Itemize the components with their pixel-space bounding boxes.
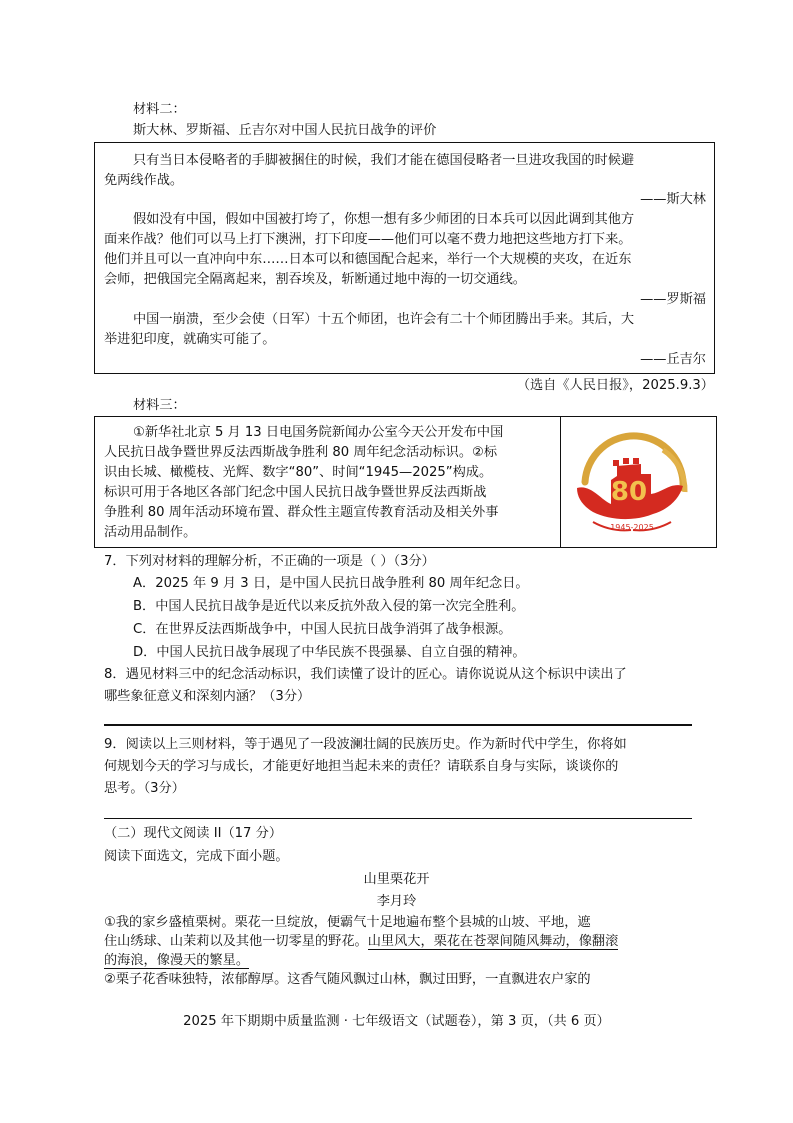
churchill-signature: ——丘吉尔 [640,352,706,367]
q7-option: D．中国人民抗日战争展现了中华民族不畏强暴、自立自强的精神。 [133,645,526,660]
paragraph-1-line [104,933,618,951]
churchill-line: 举进犯印度，就确实可能了。 [104,332,276,347]
q9-answer-line[interactable] [104,818,692,819]
paragraph-1-line: ①我的家乡盛植栗树。栗花一旦绽放，便霸气十足地遍布整个县城的山坡、平地，遮 [104,915,591,930]
material3-line: 活动用品制作。 [104,525,197,540]
underlined-sentence: 的海浪，像漫天的繁星。 [104,953,250,968]
paragraph-2-line: ②栗子花香味独特，浓郁醇厚。这香气随风飘过山林，飘过田野，一直飘进农户家的 [104,972,591,987]
q8-line: 哪些象征意义和深刻内涵？（3分） [104,689,311,704]
churchill-line: 中国一崩溃，至少会使（日军）十五个师团，也许会有二十个师团腾出手来。其后，大 [133,312,635,327]
material3-title: 材料三： [133,398,186,413]
roosevelt-line: 会师，把俄国完全隔离起来，割吞埃及，斩断通过地中海的一切交通线。 [104,272,526,287]
q8-answer-line[interactable] [104,724,692,726]
roosevelt-line: 他们并且可以一直冲向中东……日本可以和德国配合起来，举行一个大规模的夹攻，在近东 [104,252,632,267]
logo-number: 80 [610,477,648,507]
material3-line: 识由长城、橄榄枝、光辉、数字“80”、时间“1945—2025”构成。 [104,465,493,480]
q7-option: C．在世界反法西斯战争中，中国人民抗日战争消弭了战争根源。 [133,622,512,637]
paragraph-1-text: 住山绣球、山茉莉以及其他一切零星的野花。 [104,934,368,949]
page-footer: 2025 年下期期中质量监测 · 七年级语文（试题卷），第 3 页，（共 6 页） [183,1014,610,1029]
roosevelt-line: 面来作战？他们可以马上打下澳洲，打下印度——他们可以毫不费力地把这些地方打下来。 [104,232,632,247]
q9-line: 9．阅读以上三则材料，等于遇见了一段波澜壮阔的民族历史。作为新时代中学生，你将如 [104,737,627,752]
material2-source: （选自《人民日报》，2025.9.3） [516,378,714,393]
stalin-line: 免两线作战。 [104,173,184,188]
roosevelt-line: 假如没有中国，假如中国被打垮了，你想一想有多少师团的日本兵可以因此调到其他方 [133,212,635,227]
q8-line: 8．遇见材料三中的纪念活动标识，我们读懂了设计的匠心。请你说说从这个标识中读出了 [104,667,627,682]
article-author: 李月玲 [376,894,417,909]
material3-line: ①新华社北京 5 月 13 日电国务院新闻办公室今天公开发布中国 [133,425,504,440]
material3-line: 标识可用于各地区各部门纪念中国人民抗日战争暨世界反法西斯战 [104,485,487,500]
material3-line: 人民抗日战争暨世界反法西斯战争胜利 80 周年纪念活动标识。②标 [104,445,498,460]
stalin-signature: ——斯大林 [640,192,706,207]
q9-line: 思考。（3分） [104,781,185,796]
section-instruction: 阅读下面选文，完成下面小题。 [104,849,289,864]
section-heading: （二）现代文阅读 II（17 分） [104,826,283,841]
stalin-line: 只有当日本侵略者的手脚被捆住的时候，我们才能在德国侵略者一旦进攻我国的时候避 [133,153,635,168]
material3-line: 争胜利 80 周年活动环境布置、群众性主题宣传教育活动及相关外事 [104,505,499,520]
q7-option: B．中国人民抗日战争是近代以来反抗外敌入侵的第一次完全胜利。 [133,599,525,614]
material2-subtitle: 斯大林、罗斯福、丘吉尔对中国人民抗日战争的评价 [133,123,437,138]
commemoration-logo [571,430,693,538]
q9-line: 何规划今天的学习与成长，才能更好地担当起未来的责任？请联系自身与实际，谈谈你的 [104,759,619,774]
underlined-sentence: 山里风大，栗花在苍翠间随风舞动，像翻滚 [367,934,619,949]
material2-title: 材料二： [133,102,186,117]
logo-years: 1945-2025 [610,523,654,532]
article-title: 山里栗花开 [363,872,430,887]
q7-stem: 7．下列对材料的理解分析，不正确的一项是（ ）（3分） [104,554,435,569]
roosevelt-signature: ——罗斯福 [640,292,706,307]
q7-option: A．2025 年 9 月 3 日，是中国人民抗日战争胜利 80 周年纪念日。 [133,576,529,591]
material3-divider [560,417,561,547]
paragraph-1-line [104,952,249,970]
